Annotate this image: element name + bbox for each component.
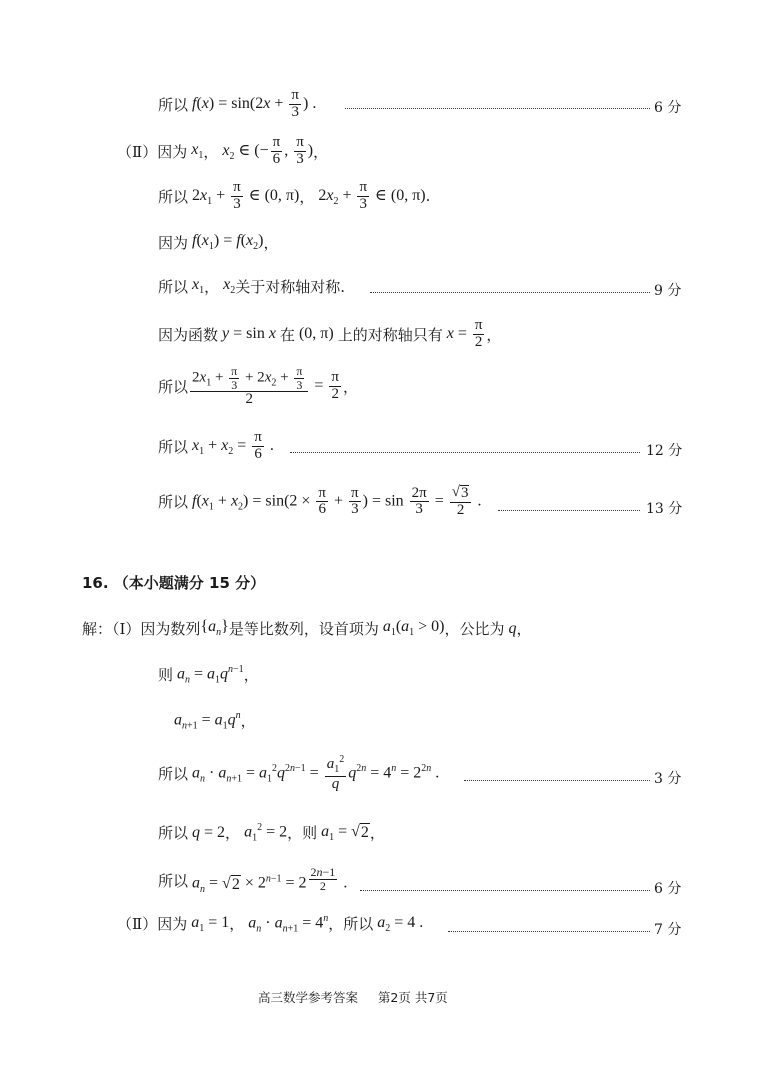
formula: $a_n$ = √ 2 × $2^{n-1} = 2$ $^{\frac{2n-1}{2}}$ . xyxy=(192,865,348,895)
formula: f(x) = sin(2x + $\frac{\pi}{3}$ ) . xyxy=(192,87,317,120)
formula: $x_1$ xyxy=(192,276,205,297)
leader-dots xyxy=(370,292,650,293)
text: 所以 xyxy=(158,187,189,206)
text: 是等比数列，设首项为 xyxy=(228,620,379,638)
q16-line-3 xyxy=(174,710,256,732)
text: 所以 xyxy=(158,95,189,114)
text: ， xyxy=(516,620,532,638)
text: ，公比为 xyxy=(444,620,505,638)
formula: $a_2 = 4$ . xyxy=(377,913,424,934)
formula: $a_n = a_1q^{n-1}$ xyxy=(177,664,244,686)
question-heading: 16. （本小题满分 15 分） xyxy=(82,574,266,592)
leader-dots xyxy=(345,108,650,109)
text: ，所以 xyxy=(328,915,374,934)
text: ， xyxy=(204,278,220,296)
text: 关于对称轴对称. xyxy=(235,278,346,296)
text: ， xyxy=(486,325,502,344)
formula: $f(x_1 + x_2) = \sin(2$ × $\frac{\pi}{6}$ + $\frac{\pi}{3}$ ) = sin $\frac{2\pi}{3}$ = √ 3 2 . xyxy=(192,484,482,518)
q16-line-2 xyxy=(158,664,259,686)
step-line-5 xyxy=(158,276,345,297)
text: 解：（Ⅰ）因为数列 xyxy=(82,620,201,638)
text: 所以 xyxy=(158,437,189,456)
formula: $\{a_n\}$ xyxy=(200,618,229,639)
text: . xyxy=(425,187,431,206)
q16-line-7 xyxy=(117,913,423,935)
step-line-4 xyxy=(158,232,279,253)
text: 因为函数 xyxy=(158,325,219,344)
leader-dots xyxy=(290,452,640,453)
formula: $x_1$ xyxy=(191,141,204,162)
text: 所以 xyxy=(158,278,189,296)
formula: $f(x_1) = f(x_2)$ xyxy=(192,232,264,253)
score-label: 7 分 xyxy=(654,922,682,938)
leader-dots xyxy=(360,890,650,891)
formula: $a_{n+1} = a_1q^n$ xyxy=(174,710,241,732)
text: ，则 xyxy=(287,824,318,843)
text: ， xyxy=(263,234,279,252)
text: （Ⅱ）因为 xyxy=(117,915,188,934)
page-number: 第2页 共7页 xyxy=(377,990,448,1005)
text: ， xyxy=(313,142,329,161)
text: ， xyxy=(369,824,385,843)
leader-dots xyxy=(448,931,650,932)
formula: $a_1$ = √ 2 xyxy=(321,822,369,843)
formula: $a_n \cdot a_{n+1} = 4^n$ xyxy=(248,913,329,935)
formula: $x_2$ ∈ (− $\frac{\pi}{6}$ , $\frac{\pi}{3}$ ) xyxy=(222,134,314,167)
formula: (0, π) xyxy=(294,325,338,343)
formula: q = 2 xyxy=(192,823,226,841)
q16-line-6 xyxy=(158,866,347,895)
text: 所以 xyxy=(158,377,189,396)
score-label: 6 分 xyxy=(654,881,682,897)
step-line-2 xyxy=(117,135,328,168)
q16-line-5 xyxy=(158,822,385,844)
text: 所以 xyxy=(158,871,189,890)
text: 所以 xyxy=(158,824,189,843)
leader-dots xyxy=(464,780,650,781)
text: 上的对称轴只有 xyxy=(337,325,443,344)
step-line-8 xyxy=(158,430,274,463)
formula: $2x_1$ + $\frac{\pi}{3}$ ∈ (0, π) xyxy=(188,179,300,212)
text: ， xyxy=(225,824,241,843)
formula: $a_n \cdot a_{n+1} = a_1^2q^{2n-1}$ = $\frac{a_1^2}{q}$ $q^{2n} = 4^n = 2^{2n}$ . xyxy=(192,754,440,792)
text: ， xyxy=(243,666,259,685)
formula: $x_2$ xyxy=(223,276,236,297)
formula: q xyxy=(508,619,517,637)
text: 则 xyxy=(158,666,174,685)
text: 所以 xyxy=(158,493,189,512)
footer-title: 高三数学参考答案 xyxy=(258,990,359,1005)
formula: $2x_2$ + $\frac{\pi}{3}$ ∈ (0, π) xyxy=(314,179,426,212)
formula: x = $\frac{\pi}{2}$ xyxy=(446,317,483,350)
formula: $a_1^2 = 2$ xyxy=(244,822,288,844)
text: ， xyxy=(299,187,315,206)
text: ， xyxy=(343,377,359,396)
text: 在 xyxy=(279,325,295,344)
q16-line-1 xyxy=(82,618,532,639)
leader-dots xyxy=(498,510,640,511)
score-label: 12 分 xyxy=(646,443,683,459)
score-label: 3 分 xyxy=(654,771,682,787)
text: ， xyxy=(229,915,245,934)
step-line-7 xyxy=(158,365,358,408)
text: 因为 xyxy=(158,234,189,252)
formula: $a_1 = 1$ xyxy=(191,913,230,934)
text: ， xyxy=(240,712,256,731)
score-label: 9 分 xyxy=(654,283,682,299)
formula: $x_1 + x_2$ = $\frac{\pi}{6}$ . xyxy=(192,429,274,462)
step-line-1 xyxy=(158,88,316,121)
text: 所以 xyxy=(158,765,189,784)
score-label: 6 分 xyxy=(654,100,682,116)
step-line-9 xyxy=(158,485,481,519)
score-label: 13 分 xyxy=(646,501,683,517)
text: （Ⅱ）因为 xyxy=(117,142,188,161)
formula: y = sin x xyxy=(222,325,276,343)
formula: $a_1(a_1 > 0)$ xyxy=(382,618,445,639)
footer xyxy=(258,988,448,1006)
step-line-3 xyxy=(158,180,430,213)
q16-line-4 xyxy=(158,755,439,792)
formula: $2x_1$ + $\frac{\pi}{3}$ + $2x_2$ + $\frac{\pi}{3}$ 2 = $\frac{\pi}{2}$ xyxy=(192,364,339,408)
text: ， xyxy=(203,142,219,161)
step-line-6 xyxy=(158,318,501,351)
